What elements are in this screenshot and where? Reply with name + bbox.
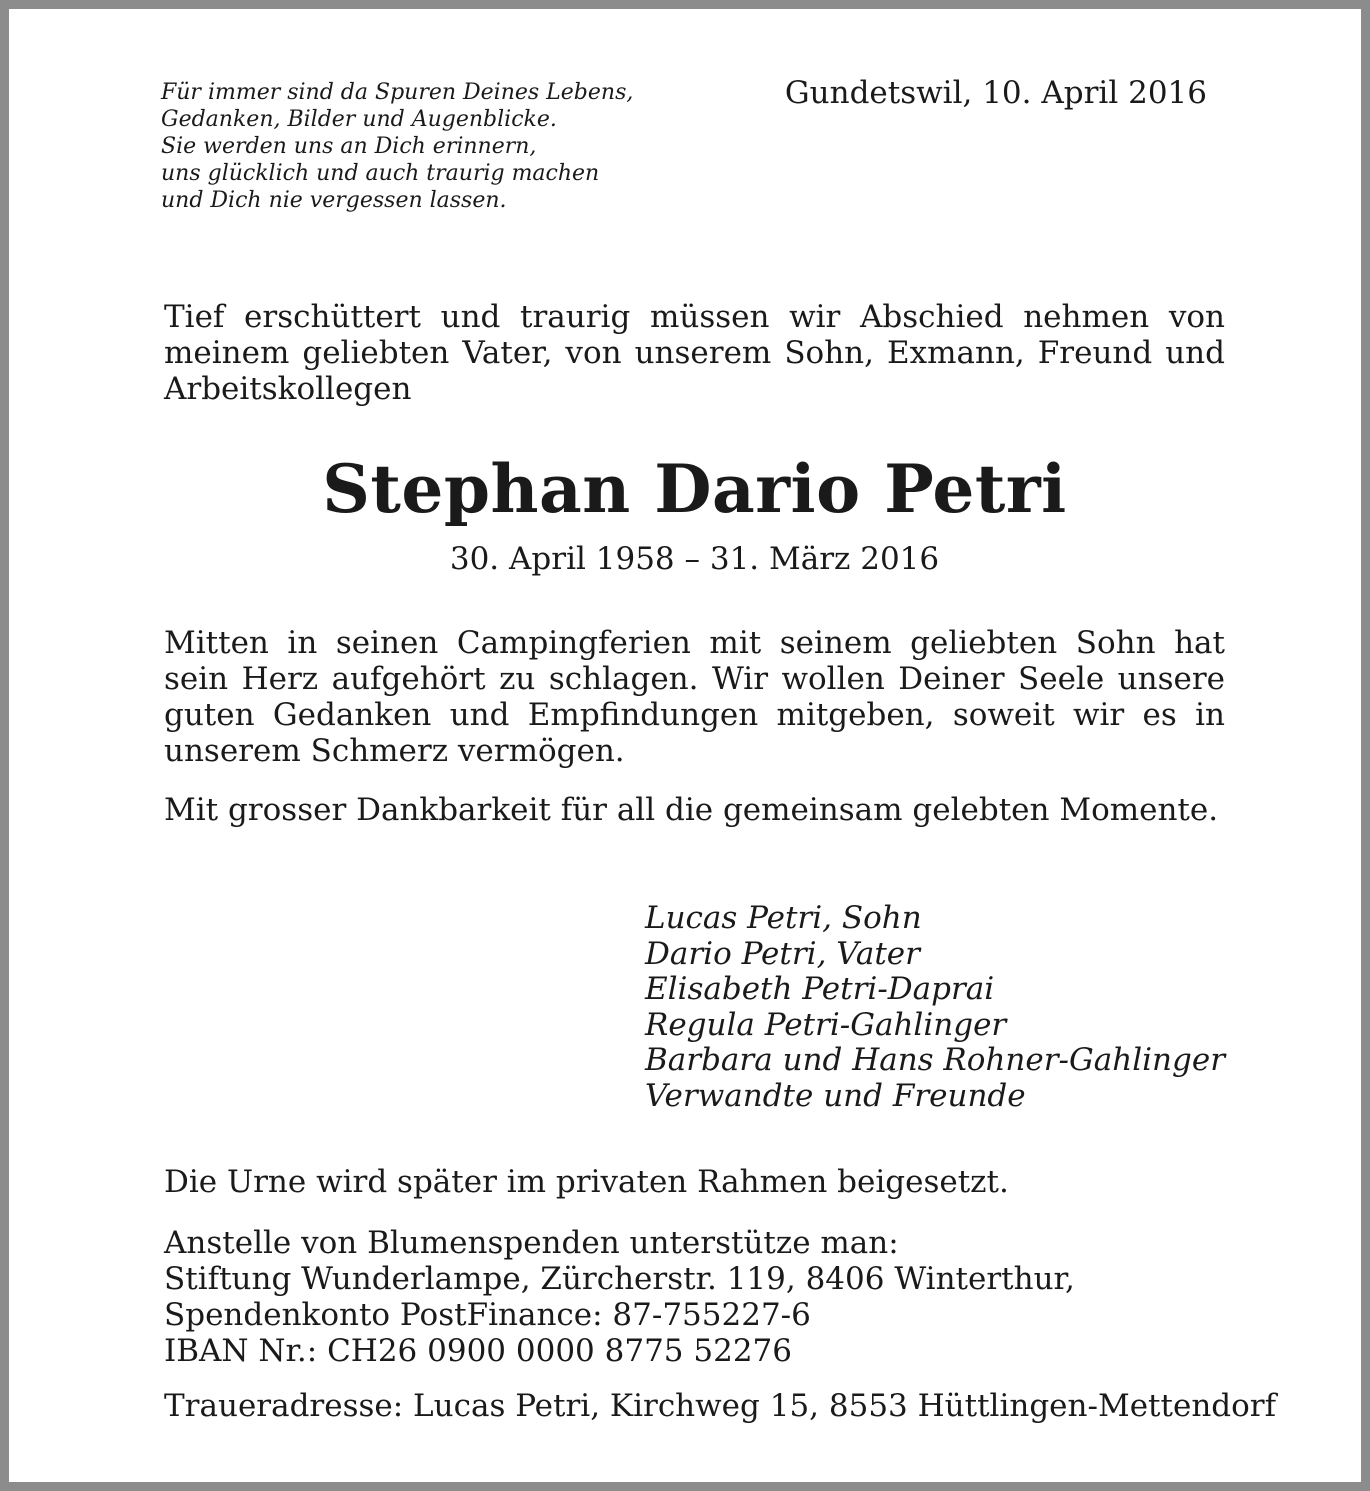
life-dates: 30. April 1958 – 31. März 2016 [449, 541, 940, 577]
poem-line: und Dich nie vergessen lassen. [161, 188, 507, 213]
donation-info [164, 1225, 1225, 1369]
donation-line: Anstelle von Blumenspenden unterstütze man: [164, 1225, 899, 1261]
urn-note: Die Urne wird später im privaten Rahmen beigesetzt. [164, 1164, 1009, 1200]
message-text: Mitten in seinen Campingferien mit seinem geliebten Sohn hat sein Herz aufgehört zu schlagen. Wir wollen Deiner Seele unsere guten Gedanken und Empfindungen mitgeben, soweit wir es in unserem Schmerz vermögen. [164, 625, 1225, 769]
mourner-item: Barbara und Hans Rohner-Gahlinger [645, 1042, 1226, 1078]
mourning-address: Traueradresse: Lucas Petri, Kirchweg 15, 8553 Hüttlingen-Mettendorf [164, 1388, 1277, 1424]
poem-line: Gedanken, Bilder und Augenblicke. [161, 107, 557, 132]
memorial-poem [161, 79, 721, 214]
poem-line: Für immer sind da Spuren Deines Lebens, [161, 80, 634, 105]
mourner-item: Verwandte und Freunde [645, 1077, 1026, 1114]
mourner-item: Elisabeth Petri-Daprai [645, 971, 995, 1007]
mourner-item: Lucas Petri, Sohn [645, 900, 922, 936]
mourner-item: Regula Petri-Gahlinger [645, 1006, 1007, 1043]
poem-line: uns glücklich und auch traurig machen [161, 161, 600, 186]
donation-line: Spendenkonto PostFinance: 87-755227-6 [164, 1297, 811, 1333]
place-and-date: Gundetswil, 10. April 2016 [784, 75, 1207, 111]
gratitude-text: Mit grosser Dankbarkeit für all die gemeinsam gelebten Momente. [164, 792, 1219, 828]
intro-text: Tief erschüttert und traurig müssen wir Abschied nehmen von meinem geliebten Vater, von unserem Sohn, Exmann, Freund und Arbeitskollegen [164, 299, 1225, 407]
mourners-list [645, 901, 1225, 1114]
mourner-item: Dario Petri, Vater [645, 935, 920, 972]
deceased-name: Stephan Dario Petri [322, 450, 1067, 528]
donation-line: Stiftung Wunderlampe, Zürcherstr. 119, 8406 Winterthur, [164, 1261, 1075, 1297]
donation-line: IBAN Nr.: CH26 0900 0000 8775 52276 [164, 1333, 792, 1369]
poem-line: Sie werden uns an Dich erinnern, [161, 134, 537, 159]
